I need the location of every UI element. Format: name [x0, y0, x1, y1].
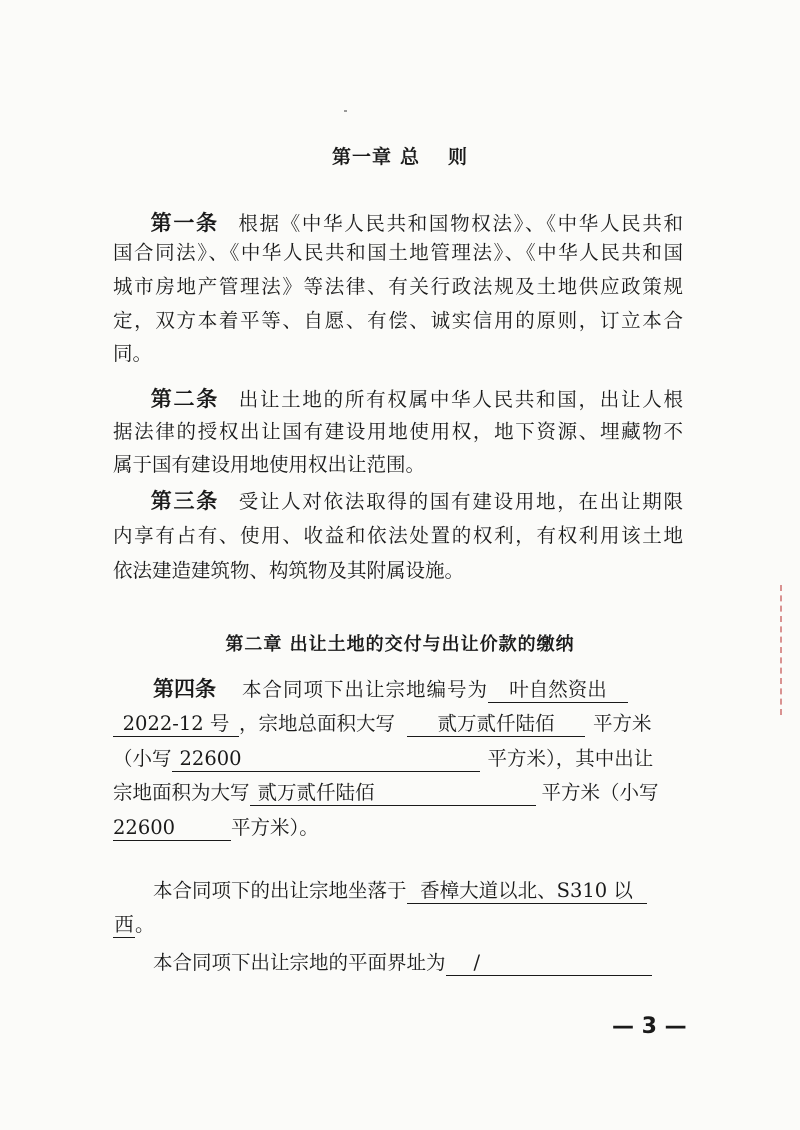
art2-line-1: 第二条 出让土地的所有权属中华人民共和国，出让人根 — [149, 387, 683, 411]
art2-line-3: 属于国有建设用地使用权出让范围。 — [113, 453, 426, 476]
art4-label: 第四条 — [153, 677, 216, 701]
art4-boundary-line: 本合同项下出让宗地的平面界址为 / — [113, 950, 683, 976]
sold-area-lower-field: 22600 — [113, 816, 231, 841]
art4-line-4: 宗地面积为大写 贰万贰仟陆佰 平方米（小写 — [113, 781, 659, 804]
art4-location-line-2: 西。 — [114, 913, 155, 936]
sold-area-upper-field: 贰万贰仟陆佰 — [250, 781, 536, 806]
art3-line-2: 内享有占有、使用、收益和依法处置的权利，有权利用该土地 — [113, 524, 683, 547]
art3-label: 第三条 — [149, 489, 219, 513]
art1-line-3: 城市房地产管理法》等法律、有关行政法规及土地供应政策规 — [113, 275, 683, 298]
art2-label: 第二条 — [149, 387, 219, 411]
art4-line-3: （小写 22600 平方米），其中出让 — [113, 747, 654, 770]
art3-line-1: 第三条 受让人对依法取得的国有建设用地，在出让期限 — [149, 489, 683, 513]
art1-line-4: 定，双方本着平等、自愿、有偿、诚实信用的原则，订立本合 — [113, 309, 683, 332]
art1-line-5: 同。 — [113, 342, 153, 365]
location-field: 香樟大道以北、S310 以 — [407, 879, 647, 904]
art4-line-2: 2022-12 号 ，宗地总面积大写 贰万贰仟陆佰 平方米 — [113, 711, 683, 737]
art1-label: 第一条 — [149, 211, 219, 235]
art1-line-2: 国合同法》、《中华人民共和国土地管理法》、《中华人民共和国 — [113, 241, 683, 264]
art4-location-line-1: 本合同项下的出让宗地坐落于 香樟大道以北、S310 以 — [113, 878, 683, 904]
location-field-cont: 西 — [114, 913, 134, 936]
parcel-number-field-cont: 2022-12 号 — [113, 712, 239, 737]
art1-line-1: 第一条 根据《中华人民共和国物权法》、《中华人民共和 — [149, 211, 683, 235]
art4-line-5: 22600 平方米）。 — [113, 816, 319, 839]
chapter-1-title: 第一章 总 则 — [331, 146, 469, 168]
total-area-upper-field: 贰万贰仟陆佰 — [407, 712, 585, 737]
art3-line-3: 依法建造建筑物、构筑物及其附属设施。 — [113, 559, 465, 582]
parcel-number-field: 叶自然资出 — [488, 678, 628, 703]
chapter-2-title: 第二章 出让土地的交付与出让价款的缴纳 — [225, 634, 575, 655]
seal-edge-mark — [780, 585, 796, 715]
page-number: — 3 — — [612, 1014, 687, 1039]
total-area-lower-field: 22600 — [172, 747, 480, 772]
boundary-field: / — [446, 951, 652, 976]
art4-line-1: 第四条 本合同项下出让宗地编号为 叶自然资出 — [113, 676, 683, 703]
scan-speck — [344, 110, 347, 112]
art2-line-2: 据法律的授权出让国有建设用地使用权，地下资源、埋藏物不 — [113, 420, 683, 443]
